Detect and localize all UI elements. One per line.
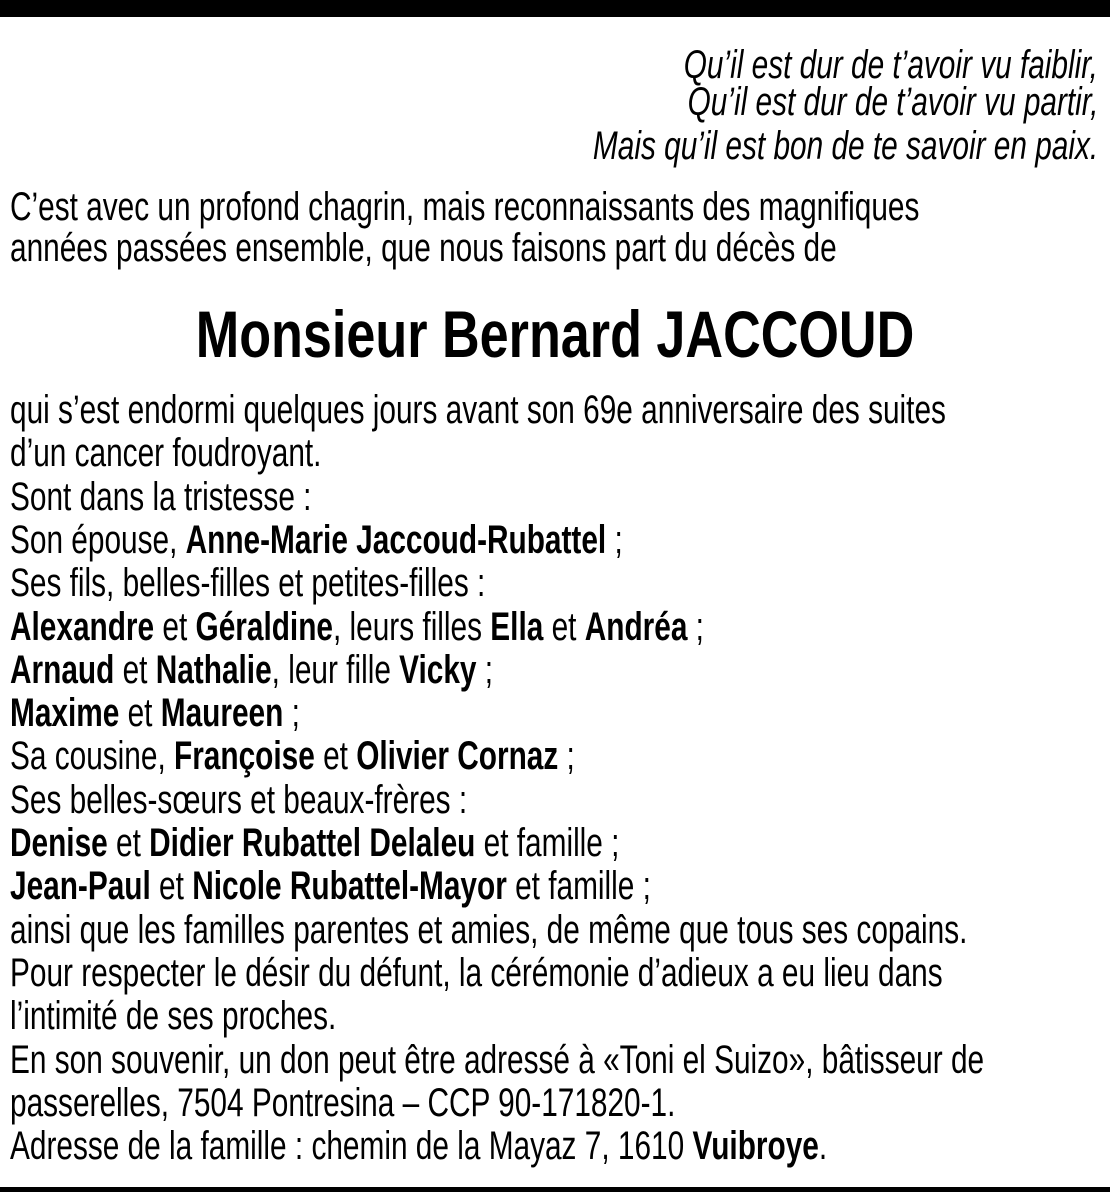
person-name: Nathalie (155, 647, 272, 692)
deceased-name-title: Monsieur Bernard JACCOUD (195, 297, 915, 371)
text-segment: passerelles, 7504 Pontresina – CCP 90-171820-1. (10, 1080, 676, 1125)
text-segment: et (154, 604, 196, 649)
text-segment: Sa cousine, (10, 734, 175, 779)
person-name: Géraldine (195, 604, 333, 649)
text-segment: d’un cancer foudroyant. (10, 431, 322, 476)
person-name: Arnaud (10, 647, 115, 692)
text-segment: ; (283, 691, 300, 736)
intro-line: années passées ensemble, que nous faisons part du décès de (10, 226, 837, 270)
text-segment: ainsi que les familles parentes et amies, de même que tous ses copains. (10, 907, 968, 952)
person-name: Olivier Cornaz (356, 734, 559, 779)
body-line (10, 691, 300, 735)
body-line (10, 605, 704, 649)
person-name: Vicky (399, 647, 477, 692)
poem-line: Mais qu’il est bon de te savoir en paix. (592, 124, 1098, 168)
text-segment: ; (558, 734, 575, 779)
text-segment: et (150, 864, 193, 909)
poem-line: Qu’il est dur de t’avoir vu faiblir, (683, 43, 1098, 87)
text-segment: l’intimité de ses proches. (10, 994, 337, 1039)
text-segment: et (119, 691, 161, 736)
person-name: Maxime (10, 691, 120, 736)
text-segment: . (818, 1124, 828, 1169)
body-line (10, 1038, 984, 1082)
body-line (10, 994, 336, 1038)
body-line (10, 561, 485, 605)
person-name: Andréa (584, 604, 688, 649)
person-name: Denise (10, 821, 108, 865)
person-name: Alexandre (10, 604, 155, 649)
text-segment: ; (606, 517, 623, 562)
person-name: Françoise (174, 734, 315, 779)
text-segment: , leurs filles (332, 604, 491, 649)
text-segment: ; (687, 604, 704, 649)
bottom-border (0, 1187, 1110, 1192)
body-line (10, 821, 619, 865)
body-line (10, 734, 575, 778)
text-segment: qui s’est endormi quelques jours avant son 69e anniversaire des suites (10, 388, 946, 432)
person-name: Vuibroye (692, 1124, 819, 1169)
text-segment: Adresse de la famille : chemin de la Mayaz 7, 1610 (10, 1124, 693, 1169)
intro-line: C’est avec un profond chagrin, mais reconnaissants des magnifiques (10, 185, 920, 229)
text-segment: Ses fils, belles-filles et petites-filles : (10, 561, 486, 606)
text-segment: et (314, 734, 357, 779)
person-name: Anne-Marie Jaccoud-Rubattel (185, 517, 607, 562)
person-name: Nicole Rubattel-Mayor (192, 864, 507, 909)
text-segment: , leur fille (271, 647, 400, 692)
body-line (10, 431, 321, 475)
person-name: Ella (490, 604, 544, 649)
body-line (10, 475, 311, 519)
body-line (10, 951, 943, 995)
text-segment: et famille ; (475, 821, 620, 865)
body-line (10, 778, 467, 822)
text-segment: En son souvenir, un don peut être adressé à «Toni el Suizo», bâtisseur de (10, 1037, 985, 1082)
poem-line: Qu’il est dur de t’avoir vu partir, (687, 80, 1098, 124)
person-name: Didier Rubattel Delaleu (149, 821, 476, 865)
top-border (0, 0, 1110, 17)
text-segment: et (543, 604, 585, 649)
text-segment: Son épouse, (10, 517, 186, 562)
body-line (10, 518, 623, 562)
body-line (10, 388, 946, 432)
body-line (10, 908, 967, 952)
text-segment: et (107, 821, 150, 865)
text-segment: Ses belles-sœurs et beaux-frères : (10, 777, 468, 822)
body-line (10, 1081, 675, 1125)
text-segment: ; (476, 647, 494, 692)
body-line (10, 1124, 827, 1168)
text-segment: et (114, 647, 156, 692)
text-segment: Pour respecter le désir du défunt, la cérémonie d’adieux a eu lieu dans (10, 950, 943, 995)
body-line (10, 864, 651, 908)
text-segment: et famille ; (506, 864, 651, 909)
text-segment: Sont dans la tristesse : (10, 474, 312, 519)
person-name: Jean-Paul (10, 864, 151, 909)
body-line (10, 648, 493, 692)
person-name: Maureen (160, 691, 284, 736)
